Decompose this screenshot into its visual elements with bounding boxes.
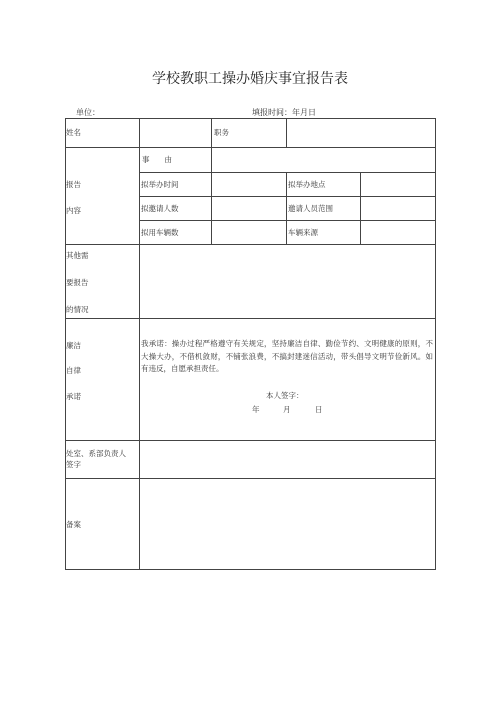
position-label: 职务 [214,128,229,137]
name-value[interactable] [140,119,211,147]
date-year: 年 [252,405,260,414]
other-info-label-2: 要报告 [66,278,89,287]
table-border-right [435,118,436,570]
name-label: 姓名 [66,128,81,137]
integrity-label-3: 承诺 [66,392,81,401]
integrity-label-1: 廉洁 [66,341,81,350]
column-divider [211,118,212,147]
planned-time-label: 拟举办时间 [141,180,179,189]
other-info-value[interactable] [140,245,435,318]
dept-head-sign-value[interactable] [140,441,435,478]
vehicle-source-label: 车辆来源 [288,228,318,237]
column-divider [286,172,287,244]
dept-head-sign-label-1: 处室、系部负责人 [66,449,126,458]
invite-scope-value[interactable] [361,197,435,220]
vehicle-count-label: 拟用车辆数 [141,228,179,237]
date-month: 月 [283,405,291,414]
invite-scope-label: 邀请人员范围 [288,204,333,213]
signature-label: 本人签字： [266,391,304,400]
invite-count-value[interactable] [212,197,286,220]
dept-head-sign-label-2: 签字 [66,460,81,469]
event-reason-label: 事 由 [142,155,172,164]
report-form-table [65,118,436,570]
integrity-label-2: 自律 [66,366,81,375]
filing-value[interactable] [140,479,435,569]
vehicle-count-value[interactable] [212,221,286,244]
position-value[interactable] [287,119,435,147]
invite-count-label: 拟邀请人数 [141,204,179,213]
report-content-label-2: 内容 [66,206,81,215]
row-divider [65,318,436,319]
form-title: 学校教职工操办婚庆事宜报告表 [152,71,348,87]
integrity-pledge-text: 我承诺：操办过程严格遵守有关规定，坚持廉洁自律、勤俭节约、文明健康的原则，不大操大办，不借机敛财，不铺张浪费，不搞封建迷信活动，带头倡导文明节俭新风。如有违反，自愿承担责任。 [141,339,433,373]
filing-label: 备案 [66,520,81,529]
report-time-label: 填报时间：年月日 [252,108,316,117]
planned-place-value[interactable] [361,173,435,196]
table-border-bottom [65,569,436,570]
planned-time-value[interactable] [212,173,286,196]
event-reason-value[interactable] [212,148,435,172]
other-info-label-1: 其他需 [66,251,89,260]
report-content-label-1: 报告 [66,180,81,189]
date-day: 日 [315,405,323,414]
planned-place-label: 拟举办地点 [288,180,326,189]
vehicle-source-value[interactable] [361,221,435,244]
unit-label: 单位： [76,108,100,117]
other-info-label-3: 的情况 [66,305,89,314]
